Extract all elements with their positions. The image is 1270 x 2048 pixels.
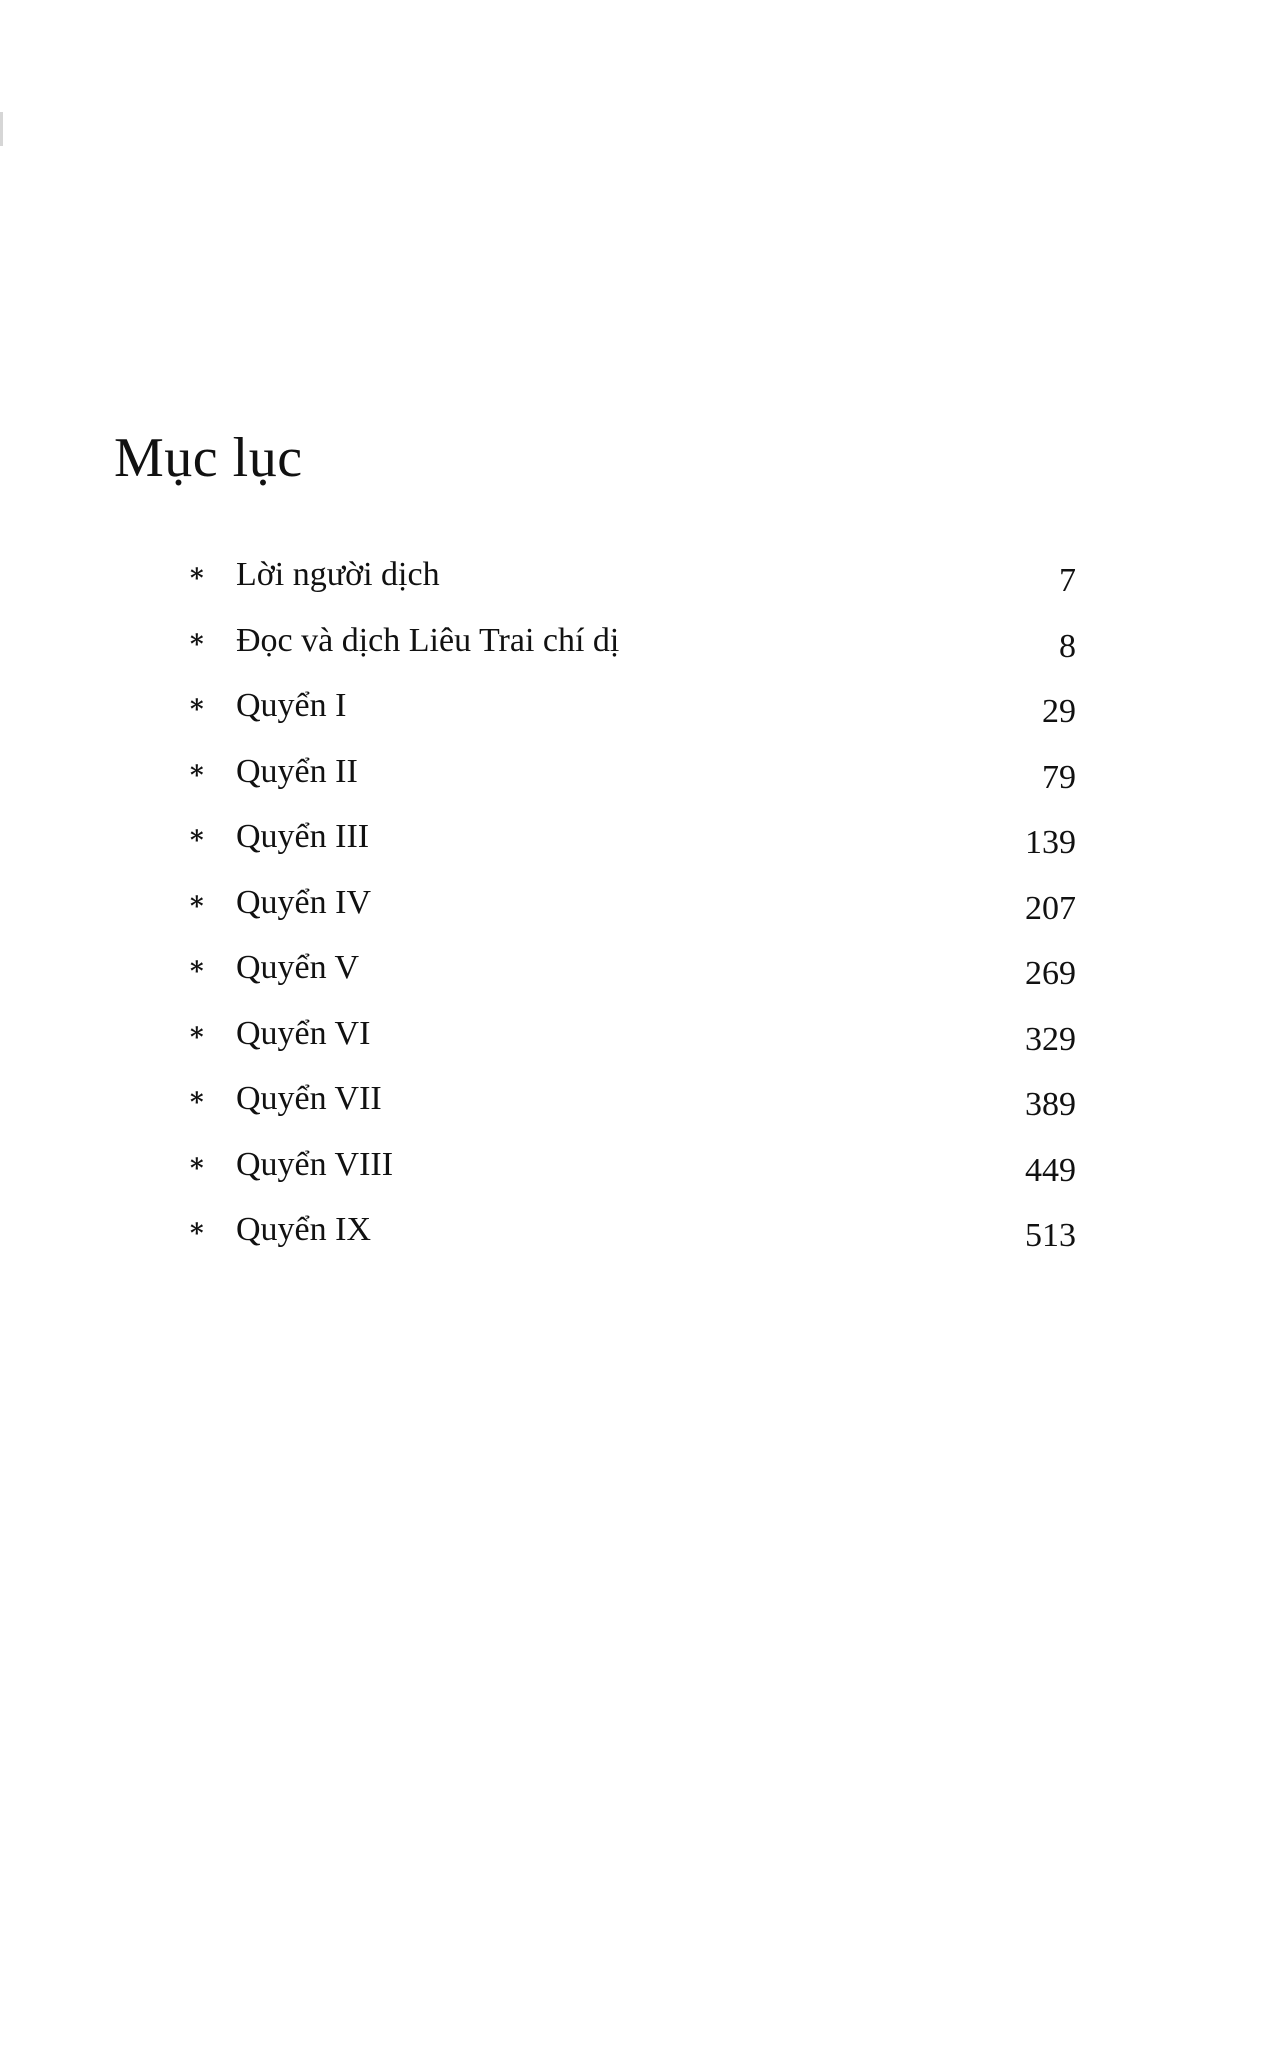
toc-entry-title: Đọc và dịch Liêu Trai chí dị <box>236 621 620 659</box>
toc-entry-page: 329 <box>1025 1020 1076 1058</box>
toc-entry-page: 7 <box>1059 562 1076 599</box>
bullet-asterisk: * <box>190 826 204 856</box>
toc-entry-title: Quyển VII <box>236 1080 382 1117</box>
bullet-asterisk: * <box>190 957 204 987</box>
toc-entry <box>190 876 1076 942</box>
toc-entry <box>190 1203 1076 1269</box>
toc-entry-page: 8 <box>1059 627 1076 665</box>
toc-entry-page: 207 <box>1025 889 1076 927</box>
toc-entry-page: 389 <box>1025 1086 1076 1123</box>
toc-entry-page: 29 <box>1042 693 1076 730</box>
toc-entry-title: Quyển VI <box>236 1014 371 1052</box>
toc-entry <box>190 810 1076 876</box>
toc-entry-title: Quyển III <box>236 818 370 855</box>
toc-entry-title: Lời người dịch <box>236 556 440 593</box>
toc-entry-page: 79 <box>1042 758 1076 796</box>
toc-entry-page: 513 <box>1025 1217 1076 1254</box>
toc-entry <box>190 614 1076 680</box>
bullet-asterisk: * <box>190 629 204 660</box>
toc-entry <box>190 1007 1076 1073</box>
bullet-asterisk: * <box>190 1219 204 1249</box>
table-of-contents <box>190 548 1076 1269</box>
scan-edge-mark <box>0 112 3 146</box>
toc-entry <box>190 548 1076 614</box>
toc-entry-title: Quyển V <box>236 949 360 986</box>
bullet-asterisk: * <box>190 891 204 922</box>
bullet-asterisk: * <box>190 564 204 594</box>
toc-entry-title: Quyển I <box>236 687 347 724</box>
toc-entry <box>190 1072 1076 1138</box>
toc-entry-title: Quyển IX <box>236 1211 372 1248</box>
toc-entry <box>190 941 1076 1007</box>
bullet-asterisk: * <box>190 695 204 725</box>
page-title: Mục lục <box>114 426 303 489</box>
bullet-asterisk: * <box>190 1088 204 1118</box>
bullet-asterisk: * <box>190 1153 204 1184</box>
toc-entry <box>190 679 1076 745</box>
toc-entry-page: 139 <box>1025 824 1076 861</box>
toc-entry <box>190 1138 1076 1204</box>
toc-entry-page: 269 <box>1025 955 1076 992</box>
toc-entry <box>190 745 1076 811</box>
toc-entry-title: Quyển IV <box>236 883 372 921</box>
toc-entry-title: Quyển VIII <box>236 1145 394 1183</box>
bullet-asterisk: * <box>190 1022 204 1053</box>
bullet-asterisk: * <box>190 760 204 791</box>
toc-entry-title: Quyển II <box>236 752 358 790</box>
toc-entry-page: 449 <box>1025 1151 1076 1189</box>
